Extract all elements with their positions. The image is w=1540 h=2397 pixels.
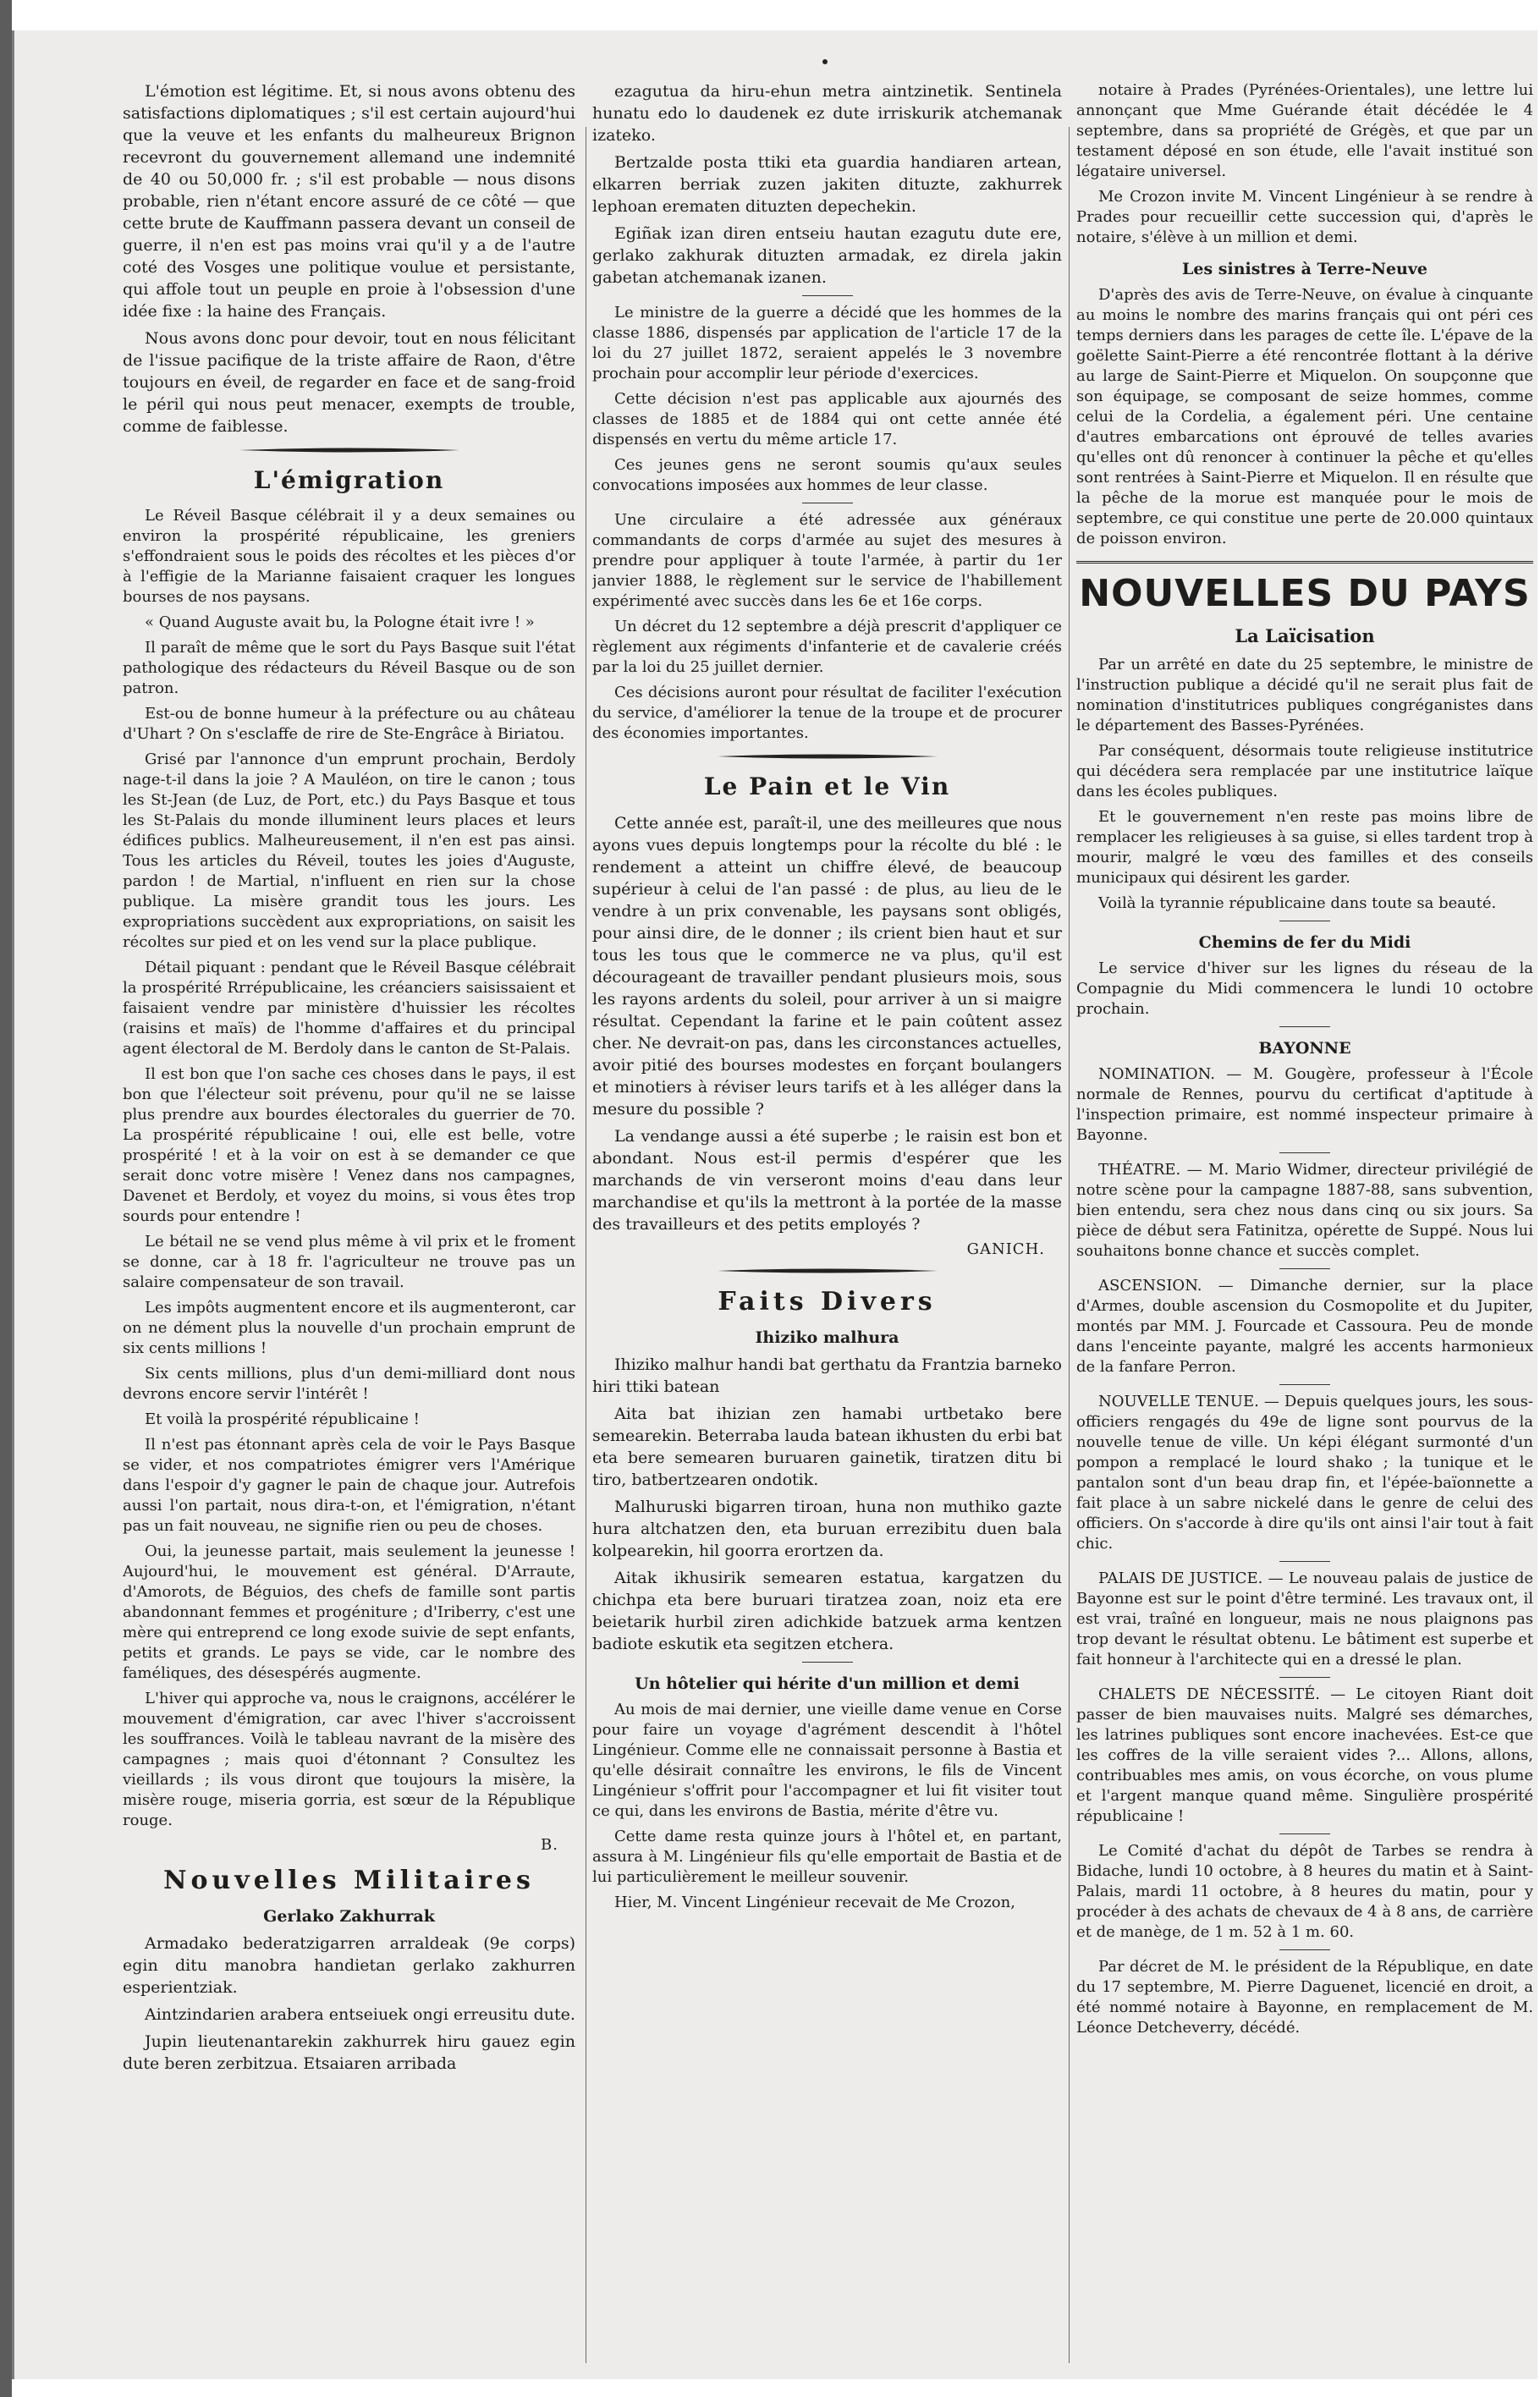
article-paragraph: Me Crozon invite M. Vincent Lingénieur à se rendre à Prades pour recueillir cette succession qui, d'après le notaire, s'élève à un million et demi.	[1076, 188, 1533, 246]
article-paragraph: « Quand Auguste avait bu, la Pologne était ivre ! »	[145, 613, 535, 631]
article-title-bayonne: BAYONNE	[1258, 1039, 1351, 1058]
author-signature: GANICH.	[966, 1240, 1045, 1258]
article-paragraph: Est-ou de bonne humeur à la préfecture ou au château d'Uhart ? On s'esclaffe de rire de Ste-Engrâce à Biriatou.	[123, 705, 575, 743]
article-paragraph: Jupin lieutenantarekin zakhurrek hiru gauez egin dute beren zerbitzua. Etsaiaren arribada	[123, 2032, 575, 2073]
section-title-pain-vin: Le Pain et le Vin	[703, 772, 951, 800]
article-paragraph: notaire à Prades (Pyrénées-Orientales), une lettre lui annonçant que Mme Guérande était décédée le 4 septembre, dans sa propriété de Grégès, et que par un testament déposé en son étude, elle l'avait institué son légataire universel.	[1076, 81, 1533, 180]
article-paragraph: Par décret de M. le président de la République, en date du 17 septembre, M. Pierre Daguenet, licencié en droit, a été nommé notaire à Bayonne, en remplacement de M. Léonce Detcheverry, décédé.	[1076, 1958, 1533, 2037]
column-2	[592, 80, 1062, 2363]
article-title-ihiziko: Ihiziko malhura	[755, 1328, 899, 1347]
column-rule-2	[1069, 127, 1070, 2363]
article-paragraph: NOUVELLE TENUE. — Depuis quelques jours, les sous-officiers rengagés du 49e de ligne sont pourvus de la nouvelle tenue de ville. Un képi élégant surmonté d'un pompon a remplacé le lourd shako ; la tunique et le pantalon sont d'un beau drap fin, et l'épée-baïonnette a fait place à un sabre nickelé dans le genre de celui des officiers. On s'accorde à dire qu'ils ont ainsi l'air tout à fait chic.	[1076, 1393, 1533, 1553]
article-paragraph: Cette dame resta quinze jours à l'hôtel et, en partant, assura à M. Lingénieur fils qu'elle emportait de Bastia et de lui particulièrement le meilleur souvenir.	[592, 1828, 1062, 1886]
article-title-chemins: Chemins de fer du Midi	[1198, 933, 1411, 952]
article-paragraph: Le service d'hiver sur les lignes du réseau de la Compagnie du Midi commencera le lundi 10 octobre prochain.	[1076, 959, 1533, 1018]
column-3	[1076, 80, 1533, 2363]
article-paragraph: Les impôts augmentent encore et ils augmenteront, car on ne dément plus la nouvelle d'un prochain emprunt de six cents millions !	[123, 1299, 575, 1357]
article-paragraph: Bertzalde posta ttiki eta guardia handiaren artean, elkarren berriak zuzen jakiten dituzte, zakhurrek lephoan erematen dituzten depechekin.	[592, 153, 1062, 216]
article-paragraph: Détail piquant : pendant que le Réveil Basque célébrait la prospérité Rrrépublicaine, les créanciers saisissaient et faisaient vendre par ministère d'huissier les récoltes (raisins et maïs) de l'homme d'affaires et du principal agent électoral de M. Berdoly dans le canton de St-Palais.	[123, 959, 575, 1058]
separator	[802, 295, 853, 296]
article-paragraph: Nous avons donc pour devoir, tout en nous félicitant de l'issue pacifique de la triste affaire de Raon, d'être toujours en éveil, de regarder en face et de sang-froid le péril qui nous peut menacer, exempts de trouble, comme de faiblesse.	[123, 329, 575, 436]
article-paragraph: THÉATRE. — M. Mario Widmer, directeur privilégié de notre scène pour la campagne 1887-88, sans subvention, bien entendu, sera chez nous dans cinq ou six jours. Sa pièce de début sera Fatinitza, opérette de Suppé. Nous lui souhaitons bonne chance et succès complet.	[1076, 1161, 1533, 1260]
article-paragraph: Cette décision n'est pas applicable aux ajournés des classes de 1885 et de 1884 qui ont cette année été dispensés en vertu du même article 17.	[592, 390, 1062, 448]
article-paragraph: Ces jeunes gens ne seront soumis qu'aux seules convocations imposées aux hommes de leur classe.	[592, 456, 1062, 494]
divider-ornament	[718, 752, 938, 761]
separator	[802, 1662, 853, 1663]
article-paragraph: Le ministre de la guerre a décidé que les hommes de la classe 1886, dispensés par application de l'article 17 de la loi du 27 juillet 1872, seraient appelés le 3 novembre prochain pour accomplir leur période d'exercices.	[592, 304, 1062, 382]
article-paragraph: Une circulaire a été adressée aux généraux commandants de corps d'armée au sujet des mesures à prendre pour appliquer à toute l'armée, à partir du 1er janvier 1888, le règlement sur le service de l'habillement expérimenté avec succès dans les 6e et 16e corps.	[592, 511, 1062, 610]
article-paragraph: Egiñak izan diren entseiu hautan ezagutu dute ere, gerlako zakhurak dituzten armadak, ez direla jakin gabetan atchemanak izanen.	[592, 224, 1062, 287]
section-title-emigration: L'émigration	[253, 466, 445, 494]
article-paragraph: Un décret du 12 septembre a déjà prescrit d'appliquer ce règlement aux régiments d'infanterie et de cavalerie créés par la loi du 25 juillet dernier.	[592, 618, 1062, 676]
article-paragraph: Malhuruski bigarren tiroan, huna non muthiko gazte hura altchatzen den, eta buruan errezibitu duen bala kolpearekin, hil goorra erortzen da.	[592, 1498, 1062, 1560]
article-paragraph: Le Réveil Basque célébrait il y a deux semaines ou environ la prospérité républicaine, les greniers s'effondraient sous le poids des récoltes et les pièces d'or à l'effigie de la Marianne faisaient craquer les longues bourses de nos paysans.	[123, 507, 575, 606]
separator	[1279, 1152, 1330, 1153]
column-1	[123, 80, 575, 2363]
separator	[1279, 1026, 1330, 1027]
article-title-sinistres: Les sinistres à Terre-Neuve	[1182, 260, 1427, 278]
article-paragraph: Il paraît de même que le sort du Pays Basque suit l'état pathologique des rédacteurs du Réveil Basque ou de son patron.	[123, 639, 575, 697]
article-paragraph: Par un arrêté en date du 25 septembre, le ministre de l'instruction publique a décidé qu'il ne serait plus fait de nomination d'institutrices publiques congréganistes dans le département des Basses-Pyrénées.	[1076, 656, 1533, 734]
article-paragraph: NOMINATION. — M. Gougère, professeur à l'École normale de Rennes, pourvu du certificat d'aptitude à l'inspection primaire, est nommé inspecteur primaire à Bayonne.	[1076, 1065, 1533, 1144]
article-paragraph: Et le gouvernement n'en reste pas moins libre de remplacer les religieuses à sa guise, si elles tardent trop à mourir, malgré le vœu des familles et des conseils municipaux qui désirent les garder.	[1076, 808, 1533, 887]
article-paragraph: Voilà la tyrannie républicaine dans toute sa beauté.	[1098, 894, 1497, 912]
divider-ornament	[718, 1267, 938, 1275]
article-paragraph: CHALETS DE NÉCESSITÉ. — Le citoyen Riant doit passer de bien mauvaises nuits. Malgré ses démarches, les latrines publiques sont encore inachevées. Est-ce que les coffres de la ville seraient vides ?... Allons, allons, contribuables mes amis, on vous écorche, on vous plume et l'argent manque quand même. Singulière prospérité républicaine !	[1076, 1685, 1533, 1825]
separator	[1279, 1384, 1330, 1385]
article-paragraph: Aita bat ihizian zen hamabi urtbetako bere semearekin. Beterraba lauda batean ikhusten du erbi bat eta bere semearen buruaren gainetik, tiratzen ditu bi tiro, batbertzearen ondotik.	[592, 1405, 1062, 1489]
article-paragraph: Le Comité d'achat du dépôt de Tarbes se rendra à Bidache, lundi 10 octobre, à 8 heures du matin et à Saint-Palais, mardi 11 octobre, à 8 heures du matin, pour y procéder à des achats de chevaux de 4 à 8 ans, de carrière et de manège, de 1 m. 52 à 1 m. 60.	[1076, 1842, 1533, 1941]
article-paragraph: Aitak ikhusirik semearen estatua, kargatzen du chichpa eta bere buruari tiratzea zoan, noiz eta ere beietarik hurbil ziren adichkide batzuek arma kentzen badiote eskutik eta segitzen etchera.	[592, 1569, 1062, 1653]
separator	[1279, 1561, 1330, 1562]
section-title-faits-divers: Faits Divers	[718, 1287, 937, 1317]
article-paragraph: L'émotion est légitime. Et, si nous avons obtenu des satisfactions diplomatiques ; s'il est certain aujourd'hui que la veuve et les enfants du malheureux Brignon recevront du gouvernement allemand une indemnité de 40 ou 50,000 fr. ; s'il est probable — nous disons probable, rien n'étant encore assuré de ce côté — que cette brute de Kauffmann passera devant un conseil de guerre, il n'en est pas moins vrai qu'il y a de l'autre coté des Vosges une politique voulue et persistante, qui affole tout un peuple en proie à l'obsession d'une idée fixe : la haine des Français.	[123, 82, 575, 321]
section-rule	[1076, 561, 1533, 564]
separator	[1279, 1833, 1330, 1834]
article-paragraph: Il est bon que l'on sache ces choses dans le pays, il est bon que l'électeur soit prévenu, pour qu'il ne se laisse plus prendre aux bourdes électorales du guerrier de 70. La prospérité républicaine ! oui, elle est belle, votre prospérité ! et à la voir on est à se demander ce que serait donc votre misère ! Venez dans nos campagnes, Davenet et Berdoly, et voyez du moins, si vous êtes trop sourds pour entendre !	[123, 1065, 575, 1225]
author-signature: B.	[541, 1836, 558, 1854]
article-paragraph: Six cents millions, plus d'un demi-milliard dont nous devrons encore servir l'intérêt !	[123, 1365, 575, 1403]
print-dot	[822, 59, 828, 64]
article-paragraph: Aintzindarien arabera entseiuek ongi erreusitu dute.	[145, 2005, 575, 2024]
section-title-nouvelles-du-pays: NOUVELLES DU PAYS	[1079, 572, 1531, 615]
page-fold-shadow	[0, 0, 12, 2397]
article-paragraph: Ihiziko malhur handi bat gerthatu da Frantzia barneko hiri ttiki batean	[592, 1355, 1062, 1396]
separator	[1279, 1949, 1330, 1950]
article-paragraph: Par conséquent, désormais toute religieuse institutrice qui décédera sera remplacée par une institutrice laïque dans les écoles publiques.	[1076, 742, 1533, 800]
article-paragraph: Cette année est, paraît-il, une des meilleures que nous ayons vues depuis longtemps pour la récolte du blé : le rendement a atteint un chiffre élevé, de beaucoup supérieur à celui de l'an passé : de plus, au lieu de le vendre à un prix convenable, les paysans sont obligés, pour ainsi dire, de le donner ; ils crient bien haut et sur tous les tous que le commerce ne va plus, qu'il est décourageant de travailler pendant plusieurs mois, sous les rayons ardents du soleil, pour arriver à un si maigre résultat. Cependant la farine et le pain coûtent assez cher. Ne devrait-on pas, dans les circonstances actuelles, avoir pitié des bourses modestes en forçant boulangers et minotiers à réviser leurs tarifs et à les alléger dans la mesure du possible ?	[592, 814, 1062, 1119]
divider-ornament	[239, 446, 459, 454]
article-paragraph: Au mois de mai dernier, une vieille dame venue en Corse pour faire un voyage d'agrément descendit à l'hôtel Lingénieur. Comme elle ne connaissait personne à Bastia et qu'elle désirait connaître les environs, le fils de Vincent Lingénieur s'offrit pour l'accompagner et lui fit visiter tout ce qui, dans les environs de Bastia, mérite d'être vu.	[592, 1701, 1062, 1820]
article-paragraph: D'après des avis de Terre-Neuve, on évalue à cinquante au moins le nombre des marins français qui ont péri ces temps derniers dans les parages de cette île. L'épave de la goëlette Saint-Pierre a été rencontrée flottant à la dérive au large de Saint-Pierre et Miquelon. On soupçonne que son équipage, se composant de seize hommes, comme celui de la Cordelia, a également péri. Une centaine d'autres embarcations ont éprouvé de telles avaries qu'elles ont dû renoncer à continuer la pêche et qu'elles sont rentrées à Saint-Pierre et Miquelon. Il en résulte que la pêche de la morue est manquée pour le mois de septembre, ce qui constitue une perte de 20.000 quintaux de poisson environ.	[1076, 286, 1533, 547]
article-paragraph: PALAIS DE JUSTICE. — Le nouveau palais de justice de Bayonne est sur le point d'être terminé. Les travaux ont, il est vrai, traîné en longueur, mais ne nous plaignons pas trop devant le résultat obtenu. Le bâtiment est superbe et fait honneur à l'architecte qui en a dressé le plan.	[1076, 1570, 1533, 1669]
article-title-hotelier: Un hôtelier qui hérite d'un million et demi	[635, 1674, 1020, 1693]
section-title-militaires: Nouvelles Militaires	[163, 1866, 535, 1895]
article-paragraph: L'hiver qui approche va, nous le craignons, accélérer le mouvement d'émigration, car avec l'hiver s'accroissent les souffrances. Voilà le tableau navrant de la misère des campagnes ; mais quoi d'étonnant ? Consultez les vieillards ; ils vous diront que toujours la misère, la misère rouge, miseria gorria, est sœur de la République rouge.	[123, 1690, 575, 1829]
article-title-laicisation: La Laïcisation	[1235, 625, 1375, 646]
article-title-gerlako: Gerlako Zakhurrak	[263, 1907, 435, 1926]
article-paragraph: Il n'est pas étonnant après cela de voir le Pays Basque se vider, et nos compatriotes émigrer vers l'Amérique dans l'espoir d'y gagner le pain de chaque jour. Autrefois aussi l'on partait, nous dira-t-on, et l'émigration, n'étant pas un fait nouveau, ne signifie rien ou peu de choses.	[123, 1436, 575, 1535]
article-paragraph: Hier, M. Vincent Lingénieur recevait de Me Crozon,	[614, 1894, 1015, 1911]
article-paragraph: Grisé par l'annonce d'un emprunt prochain, Berdoly nage-t-il dans la joie ? A Mauléon, on tire le canon ; tous les St-Jean (de Luz, de Port, etc.) du Pays Basque et tous les St-Palais du monde illuminent leurs places et leurs édifices publics. Malheureusement, il n'en est pas ainsi. Tous les articles du Réveil, toutes les joies d'Auguste, pardon ! de Martial, n'influent en rien sur la chose publique. La misère grandit tous les jours. Les expropriations succèdent aux expropriations, on saisit les récoltes sur pied et on les vend sur la place publique.	[123, 750, 575, 951]
article-paragraph: Le bétail ne se vend plus même à vil prix et le froment se donne, car à 18 fr. l'agriculteur ne trouve pas un salaire compensateur de son travail.	[123, 1233, 575, 1291]
article-paragraph: La vendange aussi a été superbe ; le raisin est bon et abondant. Nous est-il permis d'espérer que les marchands de vin verseront moins d'eau dans leur marchandise et qu'ils la mettront à la portée de la masse des travailleurs et des petits employés ?	[592, 1127, 1062, 1234]
article-paragraph: Armadako bederatzigarren arraldeak (9e corps) egin ditu manobra handietan gerlako zakhurren esperientziak.	[123, 1934, 575, 1997]
article-paragraph: ezagutua da hiru-ehun metra aintzinetik. Sentinela hunatu edo lo daudenek ez dute irriskurik atchemanak izateko.	[592, 82, 1062, 145]
separator	[1279, 1677, 1330, 1678]
article-paragraph: ASCENSION. — Dimanche dernier, sur la place d'Armes, double ascension du Cosmopolite et du Jupiter, montés par MM. J. Fourcade et Cassoura. Peu de monde dans l'enceinte payante, malgré les accents harmonieux de la fanfare Perron.	[1076, 1277, 1533, 1376]
article-paragraph: Ces décisions auront pour résultat de faciliter l'exécution du service, d'améliorer la tenue de la troupe et de procurer des économies importantes.	[592, 684, 1062, 742]
separator	[1279, 1268, 1330, 1269]
article-paragraph: Et voilà la prospérité républicaine !	[145, 1410, 420, 1428]
article-paragraph: Oui, la jeunesse partait, mais seulement la jeunesse ! Aujourd'hui, le mouvement est général. D'Arraute, d'Amorots, de Béguios, des chefs de famille sont partis abandonnant femmes et progéniture ; d'Iriberry, c'est une mère qui entreprend ce long exode suivie de sept enfants, petits et grands. Le pays se vide, car le nombre des faméliques, des désespérés augmente.	[123, 1542, 575, 1682]
